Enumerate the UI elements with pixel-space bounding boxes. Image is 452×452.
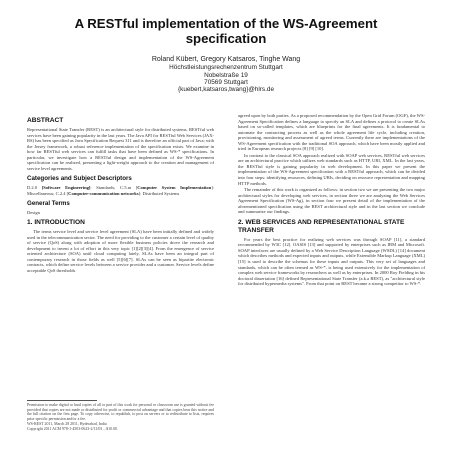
category-code: D.2.0	[27, 184, 38, 190]
category-bold-3: Computer-communication networks	[68, 190, 139, 196]
category-bold-1: [Software Engineering]	[41, 184, 91, 190]
left-column	[27, 113, 214, 275]
city-address: 70569 Stuttgart	[204, 78, 248, 86]
footnote-venue: WS-REST 2011, March 28 2011, Hyderabad, India	[27, 421, 107, 426]
author-email: {kuebert,katsaros,twang}@hlrs.de	[177, 86, 274, 94]
permission-footnote	[27, 403, 214, 431]
categories-text	[27, 185, 214, 196]
footnote-copyright: Copyright 2011 ACM 978-1-4503-0623-2/11/03 ...$10.00.	[27, 426, 118, 431]
abstract-text: Representational State Transfer (REST) is an architectural style for distributed systems. RESTful web services have been gaining popularity in the last years. The Java API for RESTful Web Services (JAX-RS) has been specified as Java Specification Request 311 and is therefore an official part of Java; with the Jersey framework, a robust reference implementation of the specification exists. We examine in how far RESTful web services can fulfill tasks that have been defined as WS-* specifications. In particular, we investigate how a RESTful design and implementation of the WS-Agreement specification can be realized, presenting a light-weight approach to the creation and management of service level agreements.	[27, 127, 214, 171]
street-address: Nobelstraße 19	[204, 71, 248, 79]
author-names: Roland Kübert, Gregory Katsaros, Tinghe Wang	[151, 56, 301, 63]
right-column	[238, 113, 425, 288]
general-terms-text: Design	[27, 209, 40, 215]
category-rest-1: : Standards; C.5.m [	[90, 184, 138, 190]
categories-heading: Categories and Subject Descriptors	[27, 175, 132, 183]
affiliation: Höchstleistungsrechenzentrum Stuttgart	[169, 64, 283, 72]
section-2-heading: 2. WEB SERVICES AND REPRESENTATIONAL STATE TRANSFER	[238, 218, 405, 234]
right-paragraph-2: In contrast to the classical SOA approach realized with SOAP web services, RESTful web services are an architectural practice which utilizes web standards such as HTTP, URI, XML. In the last years, the RESTful style is gaining popularity in web development. In this paper we present the implementation of the WS-Agreement specification with a RESTful approach, which can be divided into four steps: identifying resources, defining URIs, deciding on resource representation and mapping HTTP methods.	[238, 152, 425, 186]
paper-title: A RESTful implementation of the WS-Agreement specification	[74, 16, 378, 46]
right-paragraph-4: For years the best practice for realizing web services was through SOAP [11], a standard recommended by W3C [12]. OASIS [13] and supported by enterprises such as IBM and Microsoft. SOAP interfaces are usually defined by a Web Service Description Language (WSDL) [14] document which describes methods and expected inputs and outputs, while Extensible Markup Language (XML) [15] is used to describe the schemas for these inputs and outputs. This very set of languages and standards, which can be often termed as WS-*, is being used extensively for the implementation of complex web service frameworks by researchers as well as by enterprises. In 2000 Roy Fielding in his doctoral dissertation [16] defined Representational State Transfer (a.k.a REST), as "architectural style for distributed hypermedia systems". From that point on REST became a strong competitor to WS-*.	[238, 236, 425, 287]
general-terms-heading: General Terms	[27, 200, 70, 208]
author-block	[40, 56, 412, 93]
introduction-heading: 1. INTRODUCTION	[27, 219, 85, 227]
introduction-text: The terms service level and service level agreement (SLA) have been initially defined and widely used in the telecommunication sector. The need for providing to the customer a certain level of quality of service (QoS) along with adoption of more flexible business policies drove the research and development to invent a lot of effort in this very topic [1][2][3][4]. From the emergence of service oriented architecture (SOA) until cloud computing lately, SLAs have been an integral part of contemporary research in those fields as well [5][6][7]. SLAs can be seen as bipartite electronic contracts, which define service levels between a service provider and a customer. Service levels define acceptable QoS thresholds	[27, 229, 214, 274]
right-paragraph-1: agreed upon by both parties. As a proposed recommendation by the Open Grid Forum (OGF), the WS-Agreement Specification defines a language to specify an SLA and defines a protocol to create SLAs based on so-called templates, which are blueprints for the final agreements. It is fundamental to automate the contracting process as well as the whole agreement life cycle, including creation, provisioning, monitoring and assessment of agreed terms. Currently there are implementations of the WS-Agreement specification with the traditional SOA approach, which have been mostly applied and tried in European research projects [8] [9] [10].	[238, 113, 425, 152]
footnote-divider	[27, 400, 97, 401]
category-rest-2: ]: Miscellaneous; C.2.4 [	[27, 184, 215, 196]
category-rest-3: ]: Distributed Systems	[138, 190, 180, 196]
abstract-heading: ABSTRACT	[27, 117, 64, 124]
category-bold-2: Computer System Implementation	[137, 184, 212, 190]
right-paragraph-3: The remainder of this work is organized as follows: in section two we are presenting the two major architectural styles for developing web services, in section three we are analyzing the Web Services Agreement Specification (WS-Ag), in section four we present detail of the implementation of the aforementioned specification using the REST architectural style and in the last section we conclude and summarize our findings.	[238, 187, 425, 215]
footnote-permission: Permission to make digital or hard copies of all or part of this work for personal or classroom use is granted without fee provided that copies are not made or distributed for profit or commercial advantage and that copies bear this notice and the full citation on the first page. To copy otherwise, to republish, to post on servers or to redistribute to lists, requires prior specific permission and/or a fee.	[27, 403, 214, 422]
